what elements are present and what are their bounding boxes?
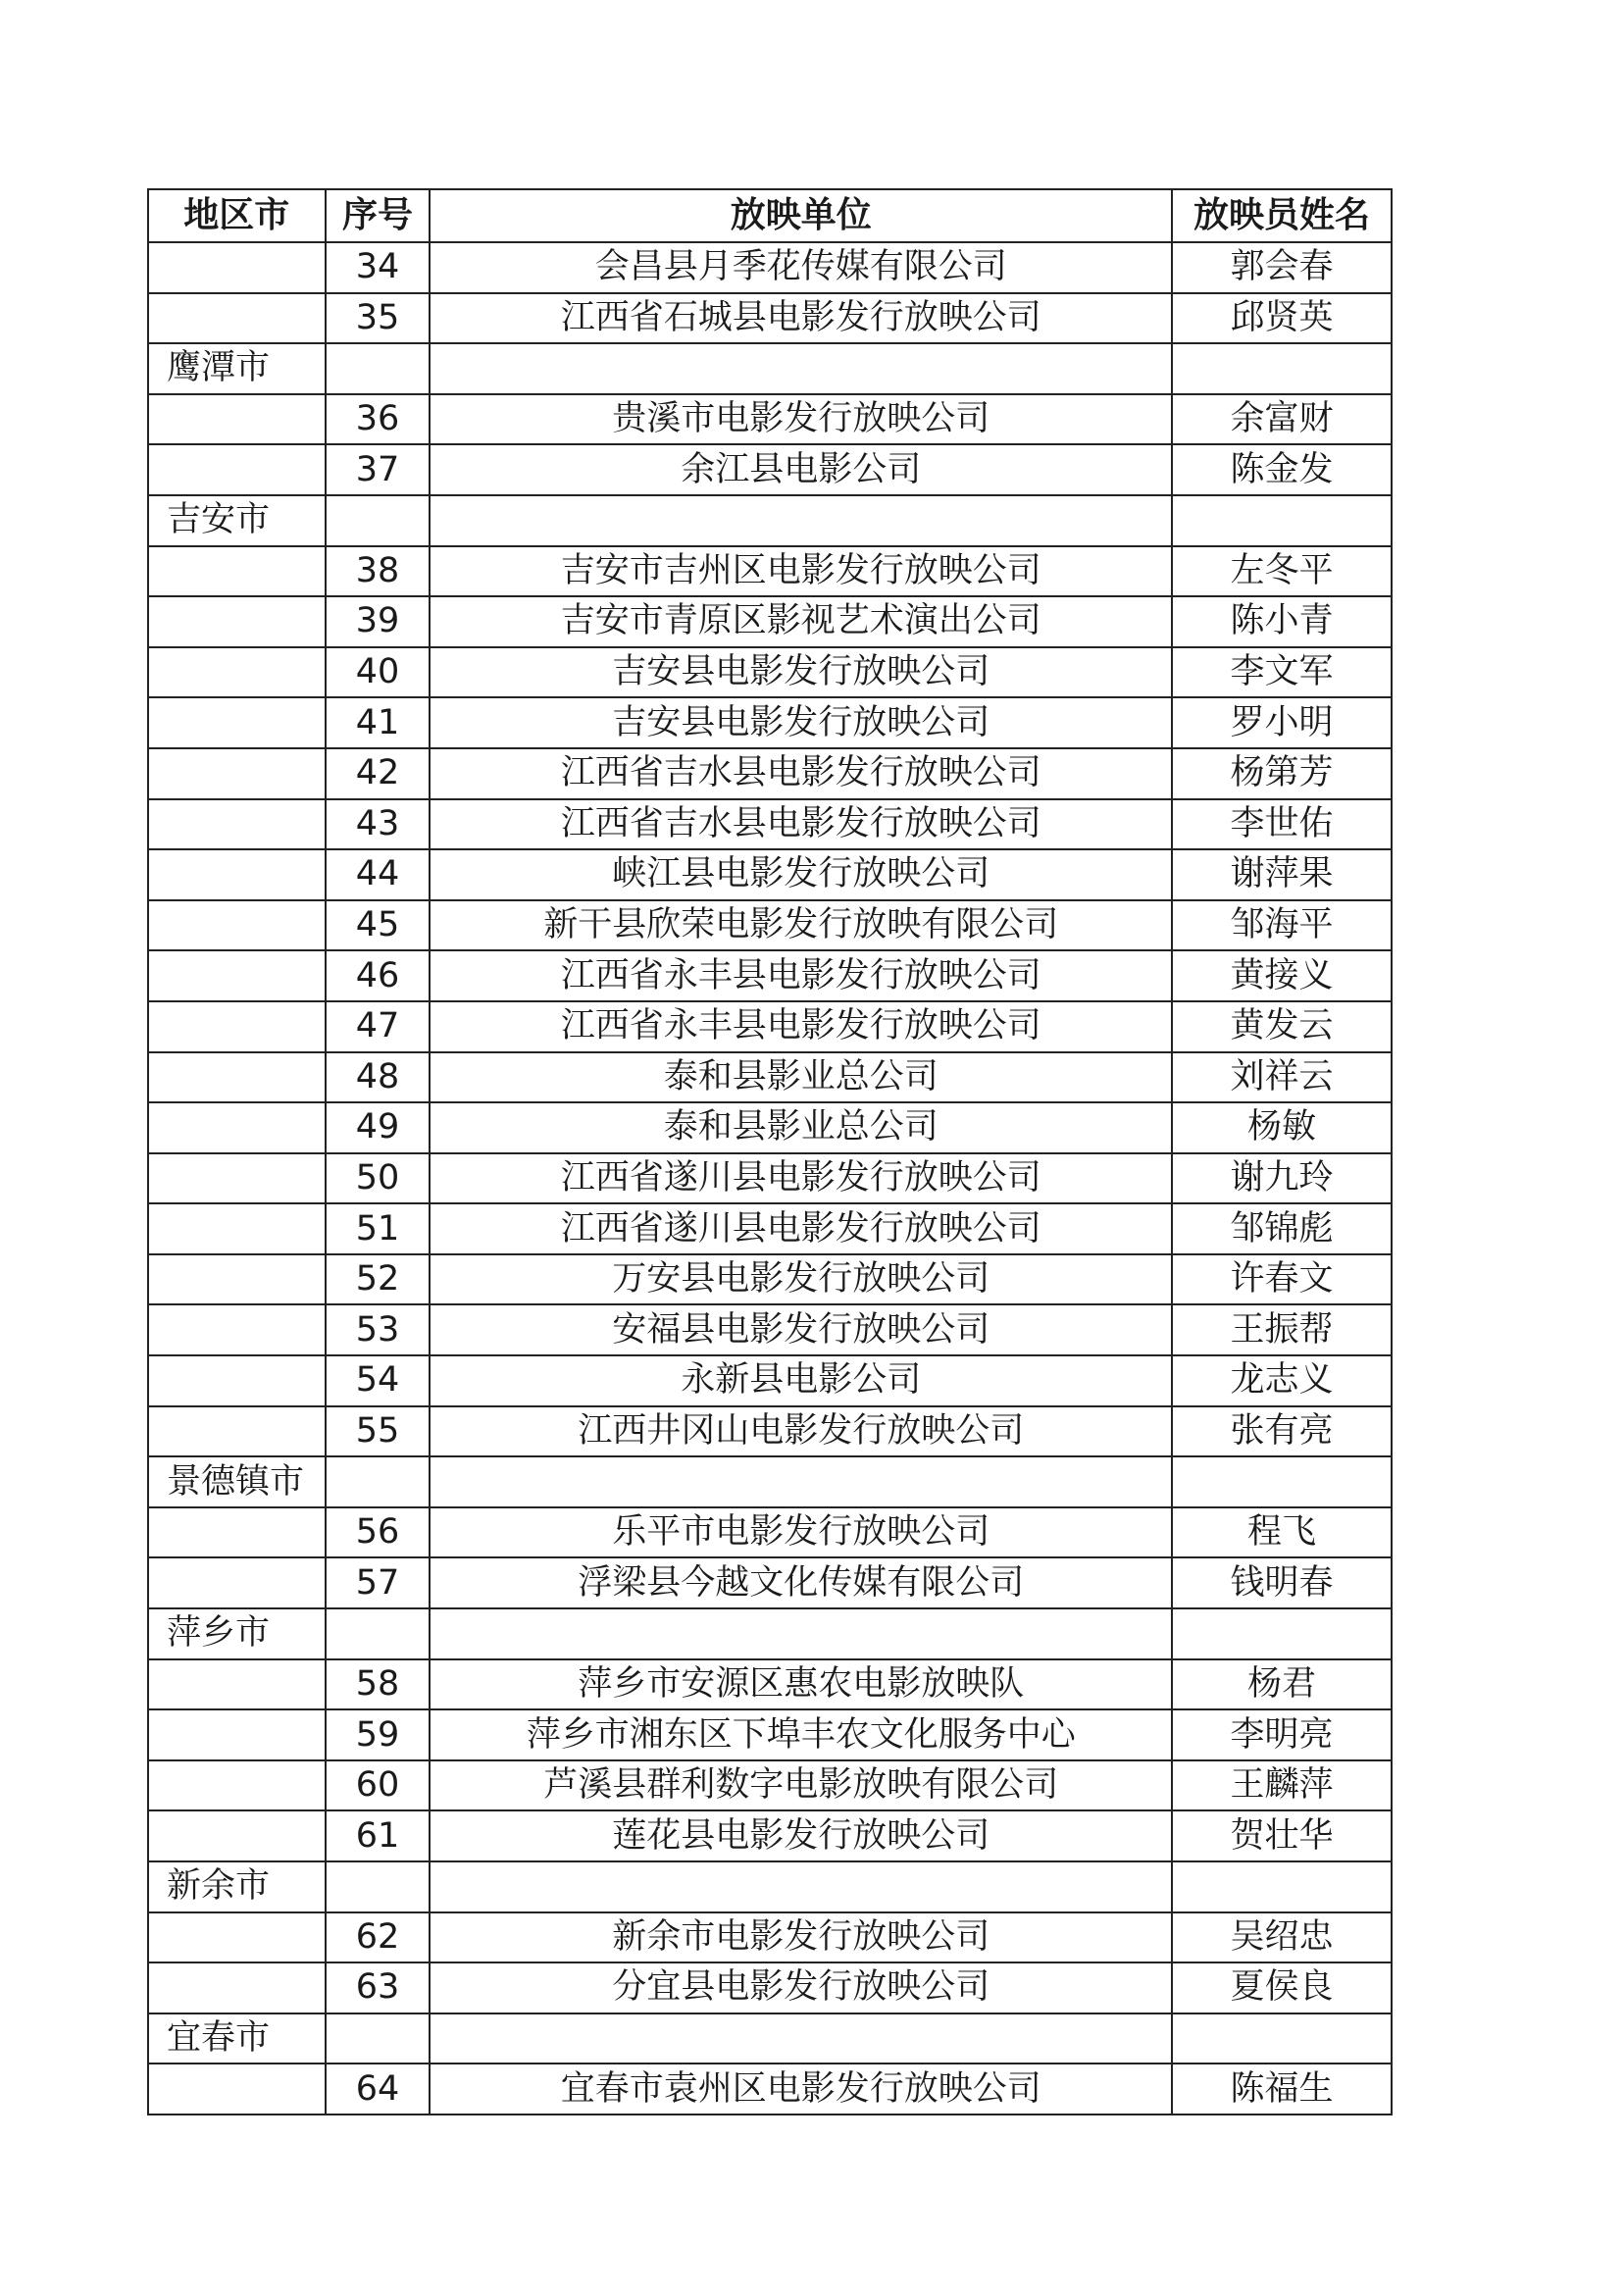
name-cell: 谢九玲 <box>1172 1153 1392 1204</box>
unit-cell: 浮梁县今越文化传媒有限公司 <box>430 1557 1172 1608</box>
region-cell <box>148 1355 326 1406</box>
name-cell <box>1172 1861 1392 1912</box>
seq-cell: 59 <box>326 1709 431 1760</box>
table-row <box>148 1507 1392 1558</box>
table-row <box>148 647 1392 698</box>
name-cell: 夏侯良 <box>1172 1962 1392 2013</box>
unit-cell <box>430 495 1172 546</box>
region-cell <box>148 1254 326 1305</box>
seq-cell: 36 <box>326 394 431 445</box>
seq-cell: 46 <box>326 950 431 1001</box>
table-row <box>148 2013 1392 2064</box>
table-row <box>148 394 1392 445</box>
name-cell: 钱明春 <box>1172 1557 1392 1608</box>
region-cell <box>148 799 326 850</box>
seq-cell <box>326 343 431 394</box>
table-row <box>148 1962 1392 2013</box>
table-row <box>148 1203 1392 1254</box>
seq-cell: 64 <box>326 2064 431 2115</box>
unit-cell: 永新县电影公司 <box>430 1355 1172 1406</box>
region-cell <box>148 1557 326 1608</box>
unit-cell: 余江县电影公司 <box>430 444 1172 495</box>
table-row <box>148 1052 1392 1103</box>
region-cell <box>148 394 326 445</box>
seq-cell: 43 <box>326 799 431 850</box>
unit-cell <box>430 2013 1172 2064</box>
unit-cell: 吉安市吉州区电影发行放映公司 <box>430 546 1172 597</box>
region-cell <box>148 1001 326 1052</box>
seq-cell <box>326 1608 431 1659</box>
seq-cell: 55 <box>326 1406 431 1457</box>
name-cell: 王麟萍 <box>1172 1760 1392 1811</box>
header-seq: 序号 <box>326 189 431 242</box>
unit-cell: 泰和县影业总公司 <box>430 1102 1172 1153</box>
name-cell: 谢萍果 <box>1172 849 1392 900</box>
region-cell <box>148 1507 326 1558</box>
seq-cell: 57 <box>326 1557 431 1608</box>
region-cell <box>148 1203 326 1254</box>
table-row <box>148 1760 1392 1811</box>
unit-cell: 泰和县影业总公司 <box>430 1052 1172 1103</box>
table-row <box>148 799 1392 850</box>
region-cell <box>148 950 326 1001</box>
name-cell: 张有亮 <box>1172 1406 1392 1457</box>
seq-cell: 39 <box>326 596 431 647</box>
unit-cell: 江西井冈山电影发行放映公司 <box>430 1406 1172 1457</box>
unit-cell: 江西省吉水县电影发行放映公司 <box>430 799 1172 850</box>
seq-cell: 40 <box>326 647 431 698</box>
table-row <box>148 2064 1392 2115</box>
region-cell <box>148 1709 326 1760</box>
table-row <box>148 1861 1392 1912</box>
name-cell: 黄接义 <box>1172 950 1392 1001</box>
unit-cell: 吉安县电影发行放映公司 <box>430 647 1172 698</box>
name-cell: 邹锦彪 <box>1172 1203 1392 1254</box>
region-cell <box>148 1406 326 1457</box>
name-cell: 李文军 <box>1172 647 1392 698</box>
table-row <box>148 596 1392 647</box>
name-cell: 吴绍忠 <box>1172 1912 1392 1963</box>
seq-cell: 61 <box>326 1810 431 1861</box>
table-row <box>148 1001 1392 1052</box>
name-cell: 杨敏 <box>1172 1102 1392 1153</box>
table-header-row <box>148 189 1392 242</box>
table-row <box>148 900 1392 951</box>
region-cell <box>148 900 326 951</box>
seq-cell: 45 <box>326 900 431 951</box>
region-cell: 新余市 <box>148 1861 326 1912</box>
seq-cell: 47 <box>326 1001 431 1052</box>
table-row <box>148 1304 1392 1355</box>
table-row <box>148 343 1392 394</box>
region-cell: 宜春市 <box>148 2013 326 2064</box>
table-row <box>148 1254 1392 1305</box>
region-cell <box>148 2064 326 2115</box>
seq-cell <box>326 1861 431 1912</box>
name-cell: 杨君 <box>1172 1659 1392 1710</box>
table-row <box>148 1709 1392 1760</box>
region-cell <box>148 242 326 293</box>
seq-cell: 44 <box>326 849 431 900</box>
unit-cell: 吉安市青原区影视艺术演出公司 <box>430 596 1172 647</box>
seq-cell: 49 <box>326 1102 431 1153</box>
seq-cell: 48 <box>326 1052 431 1103</box>
name-cell: 邱贤英 <box>1172 293 1392 344</box>
name-cell: 左冬平 <box>1172 546 1392 597</box>
name-cell: 李明亮 <box>1172 1709 1392 1760</box>
unit-cell <box>430 1456 1172 1507</box>
unit-cell: 峡江县电影发行放映公司 <box>430 849 1172 900</box>
seq-cell: 54 <box>326 1355 431 1406</box>
unit-cell: 江西省遂川县电影发行放映公司 <box>430 1203 1172 1254</box>
unit-cell: 芦溪县群利数字电影放映有限公司 <box>430 1760 1172 1811</box>
table-row <box>148 1456 1392 1507</box>
seq-cell <box>326 1456 431 1507</box>
name-cell: 王振帮 <box>1172 1304 1392 1355</box>
unit-cell: 莲花县电影发行放映公司 <box>430 1810 1172 1861</box>
name-cell <box>1172 1608 1392 1659</box>
region-cell <box>148 1810 326 1861</box>
seq-cell <box>326 495 431 546</box>
name-cell: 郭会春 <box>1172 242 1392 293</box>
table-row <box>148 293 1392 344</box>
header-region: 地区市 <box>148 189 326 242</box>
region-cell <box>148 293 326 344</box>
table-row <box>148 546 1392 597</box>
unit-cell: 江西省永丰县电影发行放映公司 <box>430 950 1172 1001</box>
seq-cell: 37 <box>326 444 431 495</box>
table-body <box>148 242 1392 2115</box>
unit-cell: 江西省遂川县电影发行放映公司 <box>430 1153 1172 1204</box>
region-cell: 鹰潭市 <box>148 343 326 394</box>
table-row <box>148 1608 1392 1659</box>
name-cell: 陈金发 <box>1172 444 1392 495</box>
name-cell: 陈小青 <box>1172 596 1392 647</box>
region-cell: 萍乡市 <box>148 1608 326 1659</box>
projectionist-table <box>147 188 1393 2115</box>
unit-cell: 乐平市电影发行放映公司 <box>430 1507 1172 1558</box>
seq-cell: 38 <box>326 546 431 597</box>
region-cell <box>148 647 326 698</box>
table-row <box>148 1810 1392 1861</box>
table-row <box>148 849 1392 900</box>
region-cell <box>148 546 326 597</box>
unit-cell: 江西省石城县电影发行放映公司 <box>430 293 1172 344</box>
unit-cell: 萍乡市湘东区下埠丰农文化服务中心 <box>430 1709 1172 1760</box>
unit-cell: 新干县欣荣电影发行放映有限公司 <box>430 900 1172 951</box>
name-cell: 余富财 <box>1172 394 1392 445</box>
table-row <box>148 242 1392 293</box>
seq-cell: 53 <box>326 1304 431 1355</box>
unit-cell: 江西省永丰县电影发行放映公司 <box>430 1001 1172 1052</box>
seq-cell: 51 <box>326 1203 431 1254</box>
name-cell <box>1172 2013 1392 2064</box>
name-cell: 黄发云 <box>1172 1001 1392 1052</box>
unit-cell <box>430 1861 1172 1912</box>
name-cell: 陈福生 <box>1172 2064 1392 2115</box>
unit-cell: 会昌县月季花传媒有限公司 <box>430 242 1172 293</box>
region-cell <box>148 444 326 495</box>
table-row <box>148 697 1392 748</box>
name-cell: 李世佑 <box>1172 799 1392 850</box>
region-cell <box>148 1659 326 1710</box>
table-row <box>148 950 1392 1001</box>
unit-cell: 宜春市袁州区电影发行放映公司 <box>430 2064 1172 2115</box>
seq-cell: 58 <box>326 1659 431 1710</box>
seq-cell: 35 <box>326 293 431 344</box>
seq-cell: 52 <box>326 1254 431 1305</box>
unit-cell: 万安县电影发行放映公司 <box>430 1254 1172 1305</box>
region-cell <box>148 1153 326 1204</box>
unit-cell <box>430 343 1172 394</box>
region-cell <box>148 1912 326 1963</box>
seq-cell: 63 <box>326 1962 431 2013</box>
table-row <box>148 1557 1392 1608</box>
unit-cell: 江西省吉水县电影发行放映公司 <box>430 748 1172 799</box>
seq-cell: 42 <box>326 748 431 799</box>
region-cell <box>148 849 326 900</box>
table-row <box>148 1912 1392 1963</box>
region-cell: 吉安市 <box>148 495 326 546</box>
unit-cell <box>430 1608 1172 1659</box>
table-row <box>148 748 1392 799</box>
table-row <box>148 1659 1392 1710</box>
table-row <box>148 1406 1392 1457</box>
name-cell: 贺壮华 <box>1172 1810 1392 1861</box>
seq-cell: 34 <box>326 242 431 293</box>
region-cell <box>148 1052 326 1103</box>
header-name: 放映员姓名 <box>1172 189 1392 242</box>
name-cell: 程飞 <box>1172 1507 1392 1558</box>
table-row <box>148 495 1392 546</box>
seq-cell: 50 <box>326 1153 431 1204</box>
table-row <box>148 444 1392 495</box>
table-row <box>148 1355 1392 1406</box>
name-cell: 罗小明 <box>1172 697 1392 748</box>
name-cell: 龙志义 <box>1172 1355 1392 1406</box>
table-row <box>148 1102 1392 1153</box>
name-cell: 邹海平 <box>1172 900 1392 951</box>
name-cell: 许春文 <box>1172 1254 1392 1305</box>
region-cell: 景德镇市 <box>148 1456 326 1507</box>
name-cell: 杨第芳 <box>1172 748 1392 799</box>
name-cell <box>1172 1456 1392 1507</box>
unit-cell: 分宜县电影发行放映公司 <box>430 1962 1172 2013</box>
seq-cell <box>326 2013 431 2064</box>
unit-cell: 新余市电影发行放映公司 <box>430 1912 1172 1963</box>
region-cell <box>148 596 326 647</box>
seq-cell: 62 <box>326 1912 431 1963</box>
region-cell <box>148 1304 326 1355</box>
seq-cell: 56 <box>326 1507 431 1558</box>
seq-cell: 60 <box>326 1760 431 1811</box>
table-row <box>148 1153 1392 1204</box>
region-cell <box>148 1760 326 1811</box>
name-cell <box>1172 343 1392 394</box>
name-cell: 刘祥云 <box>1172 1052 1392 1103</box>
unit-cell: 安福县电影发行放映公司 <box>430 1304 1172 1355</box>
region-cell <box>148 748 326 799</box>
unit-cell: 吉安县电影发行放映公司 <box>430 697 1172 748</box>
seq-cell: 41 <box>326 697 431 748</box>
unit-cell: 贵溪市电影发行放映公司 <box>430 394 1172 445</box>
region-cell <box>148 1102 326 1153</box>
name-cell <box>1172 495 1392 546</box>
region-cell <box>148 1962 326 2013</box>
region-cell <box>148 697 326 748</box>
unit-cell: 萍乡市安源区惠农电影放映队 <box>430 1659 1172 1710</box>
header-unit: 放映单位 <box>430 189 1172 242</box>
